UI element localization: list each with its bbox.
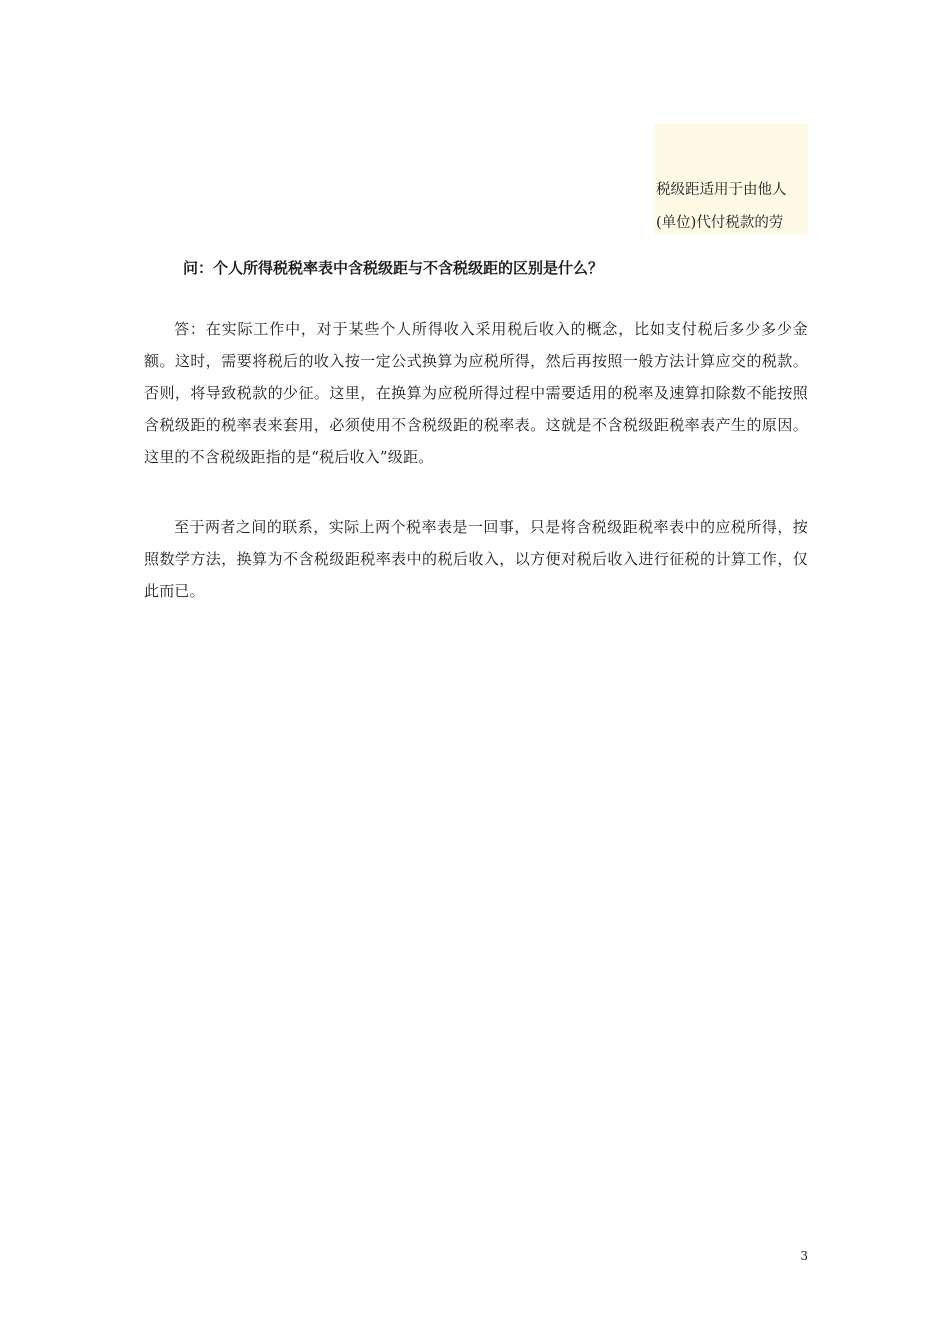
sidebar-note: [654, 124, 808, 234]
page-number: 3: [800, 1249, 808, 1263]
sidebar-note-line-1: 税级距适用于由他人: [656, 182, 787, 198]
sidebar-note-line-2: (单位)代付税款的劳: [656, 215, 784, 231]
answer-paragraph: 答：在实际工作中，对于某些个人所得收入采用税后收入的概念，比如支付税后多少多少金额。这时，需要将税后的收入按一定公式换算为应税所得，然后再按照一般方法计算应交的税款。否则，将导致税款的少征。这里，在换算为应税所得过程中需要适用的税率及速算扣除数不能按照含税级距的税率表来套用，必须使用不含税级距的税率表。这就是不含税级距税率表产生的原因。这里的不含税级距指的是“税后收入”级距。: [144, 320, 808, 466]
relation-paragraph: 至于两者之间的联系，实际上两个税率表是一回事，只是将含税级距税率表中的应税所得，按照数学方法，换算为不含税级距税率表中的税后收入，以方便对税后收入进行征税的计算工作，仅此而已。: [144, 518, 808, 600]
question-heading: 问：个人所得税税率表中含税级距与不含税级距的区别是什么？: [183, 259, 604, 277]
